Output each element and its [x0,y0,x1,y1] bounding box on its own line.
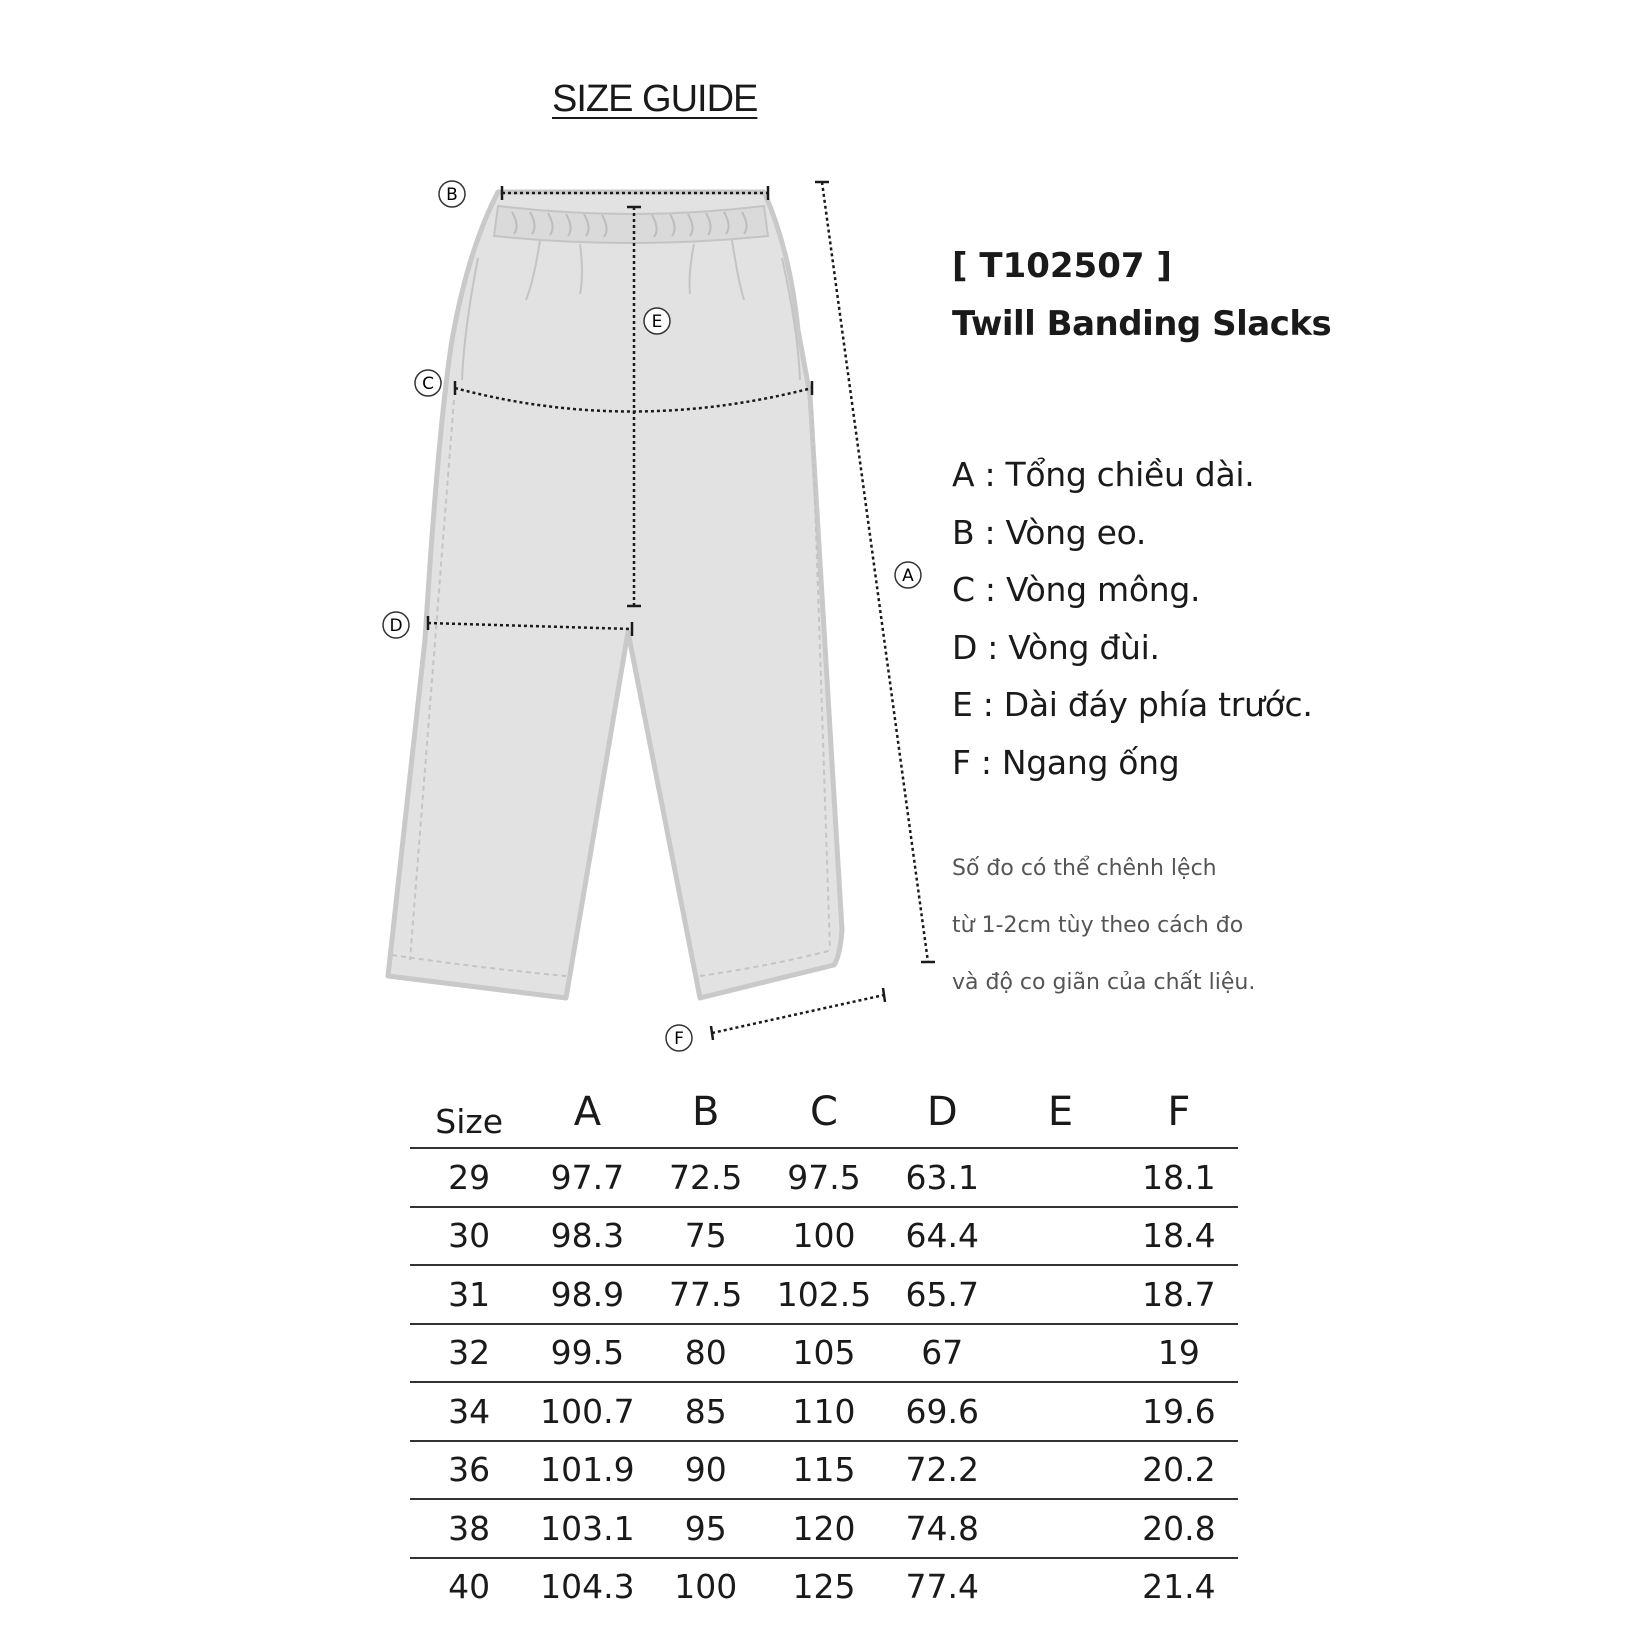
table-row [410,1265,1238,1324]
note-line: từ 1-2cm tùy theo cách đo [952,913,1244,938]
cell [1001,1148,1119,1207]
cell: 19.6 [1120,1382,1238,1441]
marker-b-label: B [446,185,458,205]
measurement-note [952,840,1255,1011]
cell: 29 [410,1148,528,1207]
header-d: D [926,1089,958,1135]
legend-item-f: F : Ngang ống [952,742,1180,782]
marker-f-label: F [674,1029,684,1049]
table-row [410,1324,1238,1383]
cell: 85 [647,1382,765,1441]
marker-e-label: E [651,312,663,332]
cell: 100.7 [528,1382,646,1441]
marker-a-label: A [902,566,914,586]
cell: 95 [647,1499,765,1558]
legend-item-e: E : Dài đáy phía trước. [952,685,1313,724]
marker-c [415,370,441,396]
cell: 80 [647,1324,765,1383]
table-row [410,1148,1238,1207]
product-code: [ T102507 ] [952,246,1172,286]
cell: 72.2 [883,1441,1001,1500]
table-row [410,1207,1238,1266]
table-row [410,1499,1238,1558]
cell: 77.5 [647,1265,765,1324]
cell: 20.2 [1120,1441,1238,1500]
cell: 103.1 [528,1499,646,1558]
cell: 31 [410,1265,528,1324]
cell: 34 [410,1382,528,1441]
legend-item-a: A : Tổng chiều dài. [952,455,1255,494]
product-name: Twill Banding Slacks [952,304,1332,344]
cell: 65.7 [883,1265,1001,1324]
cell: 18.7 [1120,1265,1238,1324]
header-a: A [573,1089,602,1135]
page-title: SIZE GUIDE [552,78,758,120]
marker-d [383,612,409,638]
cell: 30 [410,1207,528,1266]
header-c: C [810,1089,838,1135]
cell: 99.5 [528,1324,646,1383]
cell: 120 [765,1499,883,1558]
legend-item-d: D : Vòng đùi. [952,627,1160,667]
header-f: F [1167,1089,1191,1135]
measure-line-f [712,995,884,1033]
marker-c-label: C [422,374,434,394]
cell: 18.4 [1120,1207,1238,1266]
cell: 97.7 [528,1148,646,1207]
table-row [410,1441,1238,1500]
pants-silhouette [388,192,842,998]
cell: 20.8 [1120,1499,1238,1558]
cell: 67 [883,1324,1001,1383]
cell: 104.3 [528,1558,646,1616]
cell: 100 [765,1207,883,1266]
measurement-legend [952,446,1313,791]
size-table [410,1060,1238,1615]
cell: 18.1 [1120,1148,1238,1207]
cell: 100 [647,1558,765,1616]
cell: 21.4 [1120,1558,1238,1616]
cell: 102.5 [765,1265,883,1324]
cell: 69.6 [883,1382,1001,1441]
header-b: B [691,1089,720,1135]
cell: 72.5 [647,1148,765,1207]
legend-item-b: B : Vòng eo. [952,512,1147,552]
marker-b [439,181,465,207]
cell: 63.1 [883,1148,1001,1207]
table-header-row [410,1060,1238,1148]
cell: 19 [1120,1324,1238,1383]
marker-f [666,1025,692,1051]
cell: 105 [765,1324,883,1383]
cell: 74.8 [883,1499,1001,1558]
cell: 38 [410,1499,528,1558]
cell: 101.9 [528,1441,646,1500]
cell: 40 [410,1558,528,1616]
cell [1001,1499,1119,1558]
table-row [410,1382,1238,1441]
cell: 64.4 [883,1207,1001,1266]
cell: 77.4 [883,1558,1001,1616]
cell: 125 [765,1558,883,1616]
cell: 98.3 [528,1207,646,1266]
marker-a [895,562,921,588]
cell: 75 [647,1207,765,1266]
legend-item-c: C : Vòng mông. [952,570,1201,609]
cell [1001,1324,1119,1383]
header-size: Size [435,1102,504,1141]
header-e: E [1047,1089,1074,1135]
marker-e [644,308,670,334]
cell: 110 [765,1382,883,1441]
cell [1001,1265,1119,1324]
cell [1001,1207,1119,1266]
marker-d-label: D [389,616,403,636]
cell: 32 [410,1324,528,1383]
cell: 90 [647,1441,765,1500]
cell [1001,1558,1119,1616]
cell: 98.9 [528,1265,646,1324]
cell: 36 [410,1441,528,1500]
table-row [410,1558,1238,1616]
cell: 97.5 [765,1148,883,1207]
note-line: Số đo có thể chênh lệch [952,856,1217,881]
cell [1001,1441,1119,1500]
cell: 115 [765,1441,883,1500]
note-line: và độ co giãn của chất liệu. [952,970,1256,995]
cell [1001,1382,1119,1441]
